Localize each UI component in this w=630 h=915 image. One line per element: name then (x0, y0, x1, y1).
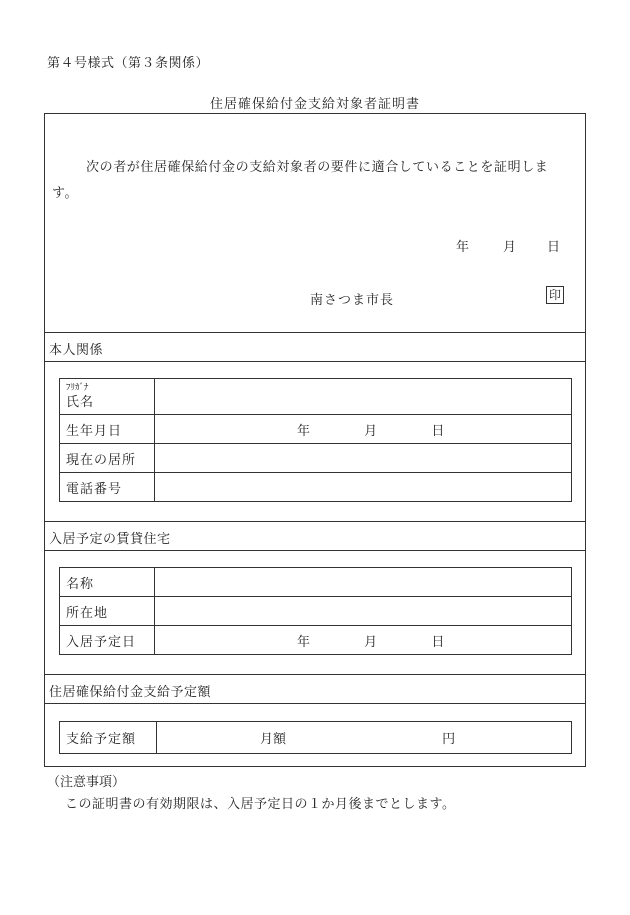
birthdate-label: 生年月日 (60, 415, 155, 444)
table-row (60, 473, 572, 502)
housing-name-field[interactable] (155, 568, 572, 597)
table-row (60, 568, 572, 597)
section-title-benefit: 住居確保給付金支給予定額 (49, 685, 212, 700)
name-label: 氏名 (66, 394, 95, 410)
form-number: 第４号様式（第３条関係） (47, 56, 210, 71)
benefit-table (59, 721, 572, 754)
notes-heading: （注意事項） (47, 775, 126, 790)
amount-label: 支給予定額 (60, 722, 157, 754)
phone-label: 電話番号 (60, 473, 155, 502)
section-title-housing: 入居予定の賃貸住宅 (49, 532, 171, 547)
certification-text-line1: 次の者が住居確保給付金の支給対象者の要件に適合していることを証明しま (86, 160, 549, 175)
move-in-field[interactable] (155, 626, 572, 655)
phone-field[interactable] (155, 473, 572, 502)
table-row (60, 379, 572, 415)
yen-label: 円 (442, 732, 456, 747)
address-label: 現在の居所 (60, 444, 155, 473)
move-in-day-label: 日 (431, 634, 445, 650)
housing-info-table (59, 567, 572, 655)
personal-info-table (59, 378, 572, 502)
name-field[interactable] (155, 379, 572, 415)
amount-field[interactable] (157, 722, 572, 754)
birth-day-label: 日 (431, 423, 445, 439)
furigana-label: ﾌﾘｶﾞﾅ (66, 382, 89, 393)
divider (45, 703, 585, 704)
certification-text-line2: す。 (52, 186, 79, 201)
name-label-cell (60, 379, 155, 415)
birthdate-field[interactable] (155, 415, 572, 444)
move-in-label: 入居予定日 (60, 626, 155, 655)
seal-mark: 印 (546, 286, 564, 304)
housing-name-label: 名称 (60, 568, 155, 597)
divider (45, 674, 585, 675)
notes-body: この証明書の有効期限は、入居予定日の１か月後までとします。 (65, 797, 456, 812)
issuer-name: 南さつま市長 (310, 293, 395, 308)
birth-month-label: 月 (364, 423, 378, 439)
divider (45, 332, 585, 333)
divider (45, 521, 585, 522)
cert-year-label: 年 (456, 240, 470, 255)
move-in-year-label: 年 (297, 634, 311, 650)
birth-year-label: 年 (297, 423, 311, 439)
certification-statement (52, 155, 586, 207)
table-row (60, 444, 572, 473)
location-label: 所在地 (60, 597, 155, 626)
document-title: 住居確保給付金支給対象者証明書 (209, 97, 420, 112)
move-in-month-label: 月 (364, 634, 378, 650)
cert-month-label: 月 (503, 240, 517, 255)
table-row (60, 415, 572, 444)
table-row (60, 722, 572, 754)
table-row (60, 597, 572, 626)
divider (45, 361, 585, 362)
table-row (60, 626, 572, 655)
address-field[interactable] (155, 444, 572, 473)
monthly-label: 月額 (260, 732, 287, 747)
cert-day-label: 日 (547, 240, 561, 255)
divider (45, 550, 585, 551)
location-field[interactable] (155, 597, 572, 626)
section-title-personal: 本人関係 (49, 343, 104, 358)
